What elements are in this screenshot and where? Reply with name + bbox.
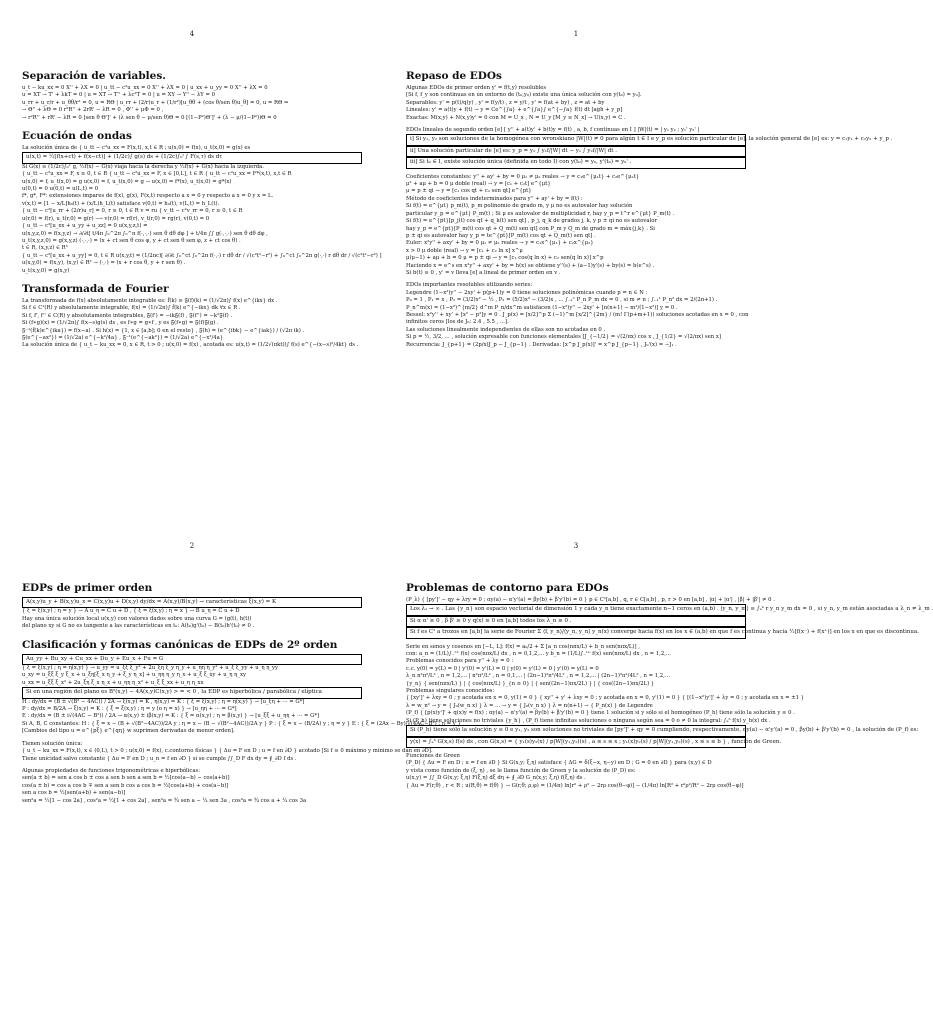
- formula-line: u_xx = u_ξξ ξ_x² + 2u_ξη ξ_x η_x + u_ηη η_x² + u_ξ ξ_xx + u_η η_xx: [22, 679, 204, 686]
- formula-line: Si f, f', f'' ∈ C(R) y absolutamente integrables, 𝔉(f') = −ik𝔉(f) , 𝔉(f'') = −k²𝔉(f) .: [22, 312, 233, 319]
- section-title: EDPs de primer orden: [22, 582, 153, 594]
- formula-line: Separables: y' = p(t)/q(y) , y' = f(y/t) , z = y/t , y' = f(at + by) , z = at + by: [406, 99, 605, 106]
- formula-line: cos(a ± b) = cos a cos b ∓ sen a sen b cos a cos b = ½[cos(a+b) + cos(a−b)]: [22, 782, 229, 789]
- formula-line: [Si f, f_y son continuas en un entorno de (t₀,y₀) existe una única solución con y(t₀) = y₀].: [406, 92, 642, 99]
- formula-line: Si A, B, C constantes: H : { ξ = x − (B + √(B²−4AC))/2A y ; η = x − (B − √(B²−4AC))/2A y } P : { ξ = x − (B/2A) y ; η = y } E : { ξ = (2Ax − By)/√(4AC−B²) ; η = y }: [22, 720, 461, 727]
- formula-line: Haciendo x = e^s en x²y'' + axy' + by = h(x) se obtiene y''(s) + (a−1)y'(s) + by(s) = h(e^s) .: [406, 262, 655, 269]
- formula-line: particular y_p = e^{μt} P_m(t) ; Si μ es autovalor de multiplicidad r, hay y_p = t^r e^{μt} P_m(t) .: [406, 210, 675, 217]
- formula-line: La transformada de f(x) absolutamente integrable es: f̂(k) ≡ 𝔉(f)(k) = (1/√2π)∫ f(x) e^{ikx} dx .: [22, 297, 278, 304]
- boxed-formula: Au_yy + Bu_xy + Cu_xx + Du_y + Eu_x + Fu = G: [22, 654, 362, 665]
- formula-line: x > 0 μ doble (real) → y = [c₁ + c₂ ln x] x^μ: [406, 247, 523, 254]
- formula-line: u_t(x,y,0) = g(x,y): [22, 267, 70, 274]
- formula-line: 𝔉⁻¹(f̂(k)e^{ika}) = f(x−a) . Si h(x) = {1, x ∈ [a,b]; 0 en el resto} , 𝔉(h) = (e^{ibk} − e^{iak}) / (√2π ik) .: [22, 327, 305, 334]
- formula-line: Lineales: y' = a(t)y + f(t) → y = Ce^{∫a} + e^{∫a}∫ e^{−∫a} f(t) dt [agh + y_p]: [406, 107, 623, 114]
- formula-line: u_t(x,y,z,0) = g(x,y,z) (·,·,·) = (x + ct sen θ cos φ, y + ct sen θ sen φ, z + ct cos θ) .: [22, 237, 241, 244]
- formula-line: del plano xy si G no es tangente a las características en t₀: A(t₀)g'(t₀) − B(t₀)h'(t₀) ≠ 0 .: [22, 623, 255, 630]
- formula-line: { ξ = ξ(x,y) ; η = η(x,y) } → u_yy = u_ξξ ξ_y² + 2u_ξη ξ_y η_y + u_ηη η_y² + u_ξ ξ_yy + u_η η_yy: [22, 665, 279, 672]
- formula-line: La solución única de { u_tt − c²u_xx = F(x,t), x,t ∈ R ; u(x,0) = f(x), u_t(x,0) = g(x) es: [22, 145, 251, 152]
- formula-line: → r²R'' + rR' − λR = 0 [sen θ Θ']' + (λ sen θ − μ/sen θ)Θ = 0 [(1−P²)Θ']' + (λ − μ/(1−P²))Θ = 0: [22, 114, 277, 121]
- formula-line: La solución única de { u_t − ku_xx = 0, x ∈ R, t > 0 ; u(x,0) = f(x) , acotada es: u(x,t) = (1/2√(πkt))∫ f(s) e^{−(x−s)²/4kt} ds .: [22, 342, 359, 349]
- formula-line: { u_t − ku_xx = F(x,t), x ∈ (0,L), t > 0 ; u(x,0) = f(x), c.contorno físicas } { Δu = F en D ; u = f en ∂D } acotado [Si f ≡ 0 máximo y mínimo se dan en ∂D].: [22, 748, 433, 755]
- formula-line: { u_tt − c²u_xx = F, x ≥ 0, t ∈ R { u_tt − c²u_xx = F, x ∈ [0,L], t ∈ R { u_tt − c²u_xx = F*(x,t), x,t ∈ R: [22, 171, 292, 178]
- boxed-formula: A(x,y)u_y + B(x,y)u_x = C(x,y)u + D(x,y) dy/dx = A(x,y)/B(x,y) → características ξ(x,y) = K: [22, 597, 362, 608]
- formula-line: μ = p ± qi → y = [c₁ cos qt + c₂ sen qt] e^{pt}: [406, 188, 532, 195]
- formula-line: Recurrencia: J_{p+1} = (2p/x)J_p − J_{p−1} . Derivadas: [x^p J_p(x)]' = x^p J_{p−1} , J₀'(x) = −J₁ .: [406, 341, 677, 348]
- formula-line: P₀ = 1 , P₁ = x , P₂ = (3/2)x² − ½ , P₃ = (5/2)x³ − (3/2)x , ... ∫₋₁¹ P_n P_m dx = 0 , si m ≠ n ; ∫₋₁¹ P_n² dx = 2/(2n+1) .: [406, 297, 718, 304]
- formula-line: u(0,t) = 0 u(0,t) = u(L,t) = 0: [22, 186, 99, 193]
- formula-line: infinitos ceros [los de J₀: 2.4 , 5.5 , ...].: [406, 319, 509, 326]
- formula-line: Legendre (1−x²)y'' − 2xy' + p(p+1)y = 0 tiene soluciones polinómicas cuando p = n ∈ N :: [406, 289, 648, 296]
- formula-line: p ± qi es autovalor hay y_p = te^{pt}[P_m(t) cos qt + Q_m(t) sen qt] .: [406, 232, 596, 239]
- formula-line: u = XT → T' + λkT = 0 | u = XT → T'' + λc²T = 0 | u = XY → Y'' − λY = 0: [22, 92, 215, 99]
- formula-line: λ = w_n² → y = { J₀(w_n x) } λ = ... → y = { J₀(v_n x) } λ = n(n+1) → { P_n(x) } de Legendre: [406, 702, 653, 709]
- formula-line: P : dy/dx = B/2A → ξ(x,y) = K : { ξ = ξ(x,y) ; η = y (o η = x) } → [u_ηη + ··· = G*]: [22, 706, 237, 713]
- boxed-formula: Si α α' ≥ 0 , β β' ≥ 0 y q(x) ≥ 0 en [a,b] todos los λ_n ≥ 0 .: [406, 616, 746, 627]
- formula-line: Las soluciones linealmente independientes de ellas son no acotadas en 0 .: [406, 326, 606, 333]
- formula-line: (P_f) { [p(x)y']' + q(x)y = f(x) ; αy(a) − α'y'(a) = βy(b) + β'y'(b) = 0 } tiene 1 solución si y sólo si el homogéneo (P_h) tiene sólo la solución y ≡ 0 .: [406, 710, 795, 717]
- section-title: Transformada de Fourier: [22, 282, 169, 295]
- formula-line: Tienen solución única:: [22, 740, 83, 747]
- section-title: Problemas de contorno para EDOs: [406, 582, 609, 594]
- formula-line: Coeficientes constantes: y'' + ay' + by = 0 μ₁ ≠ μ₂ reales → y = c₁e^{μ₁t} + c₂e^{μ₂t}: [406, 173, 640, 180]
- formula-line: Método de coeficientes indeterminados para y'' + ay' + by = f(t) :: [406, 195, 583, 202]
- formula-line: con: a_n = (1/L)∫₋ᴸᴸ f(x) cos(nπx/L) dx , n = 0,1,2,... y b_n = (1/L)∫₋ᴸᴸ f(x) sen(nπx/L) dx , n = 1,2,...: [406, 651, 671, 658]
- formula-line: { [xy']' + λxy = 0 ; y acotada en x = 0, y(1) = 0 } { xy'' + y' + λxy = 0 ; y acotada en x = 0, y'(1) = 0 } { [(1−x²)y']' + λy = 0 ; y acotada en x = ±1 }: [406, 695, 805, 702]
- formula-line: Hay una única solución local u(x,y) con valores dados sobre una curva G = (g(t), h(t)): [22, 615, 252, 622]
- section-title: Ecuación de ondas: [22, 130, 132, 143]
- formula-line: { ξ = ξ(x,y) ; η = y } → A u_η = C u + D , { ξ = ξ(x,y) ; η = x } → B u_η = C u + D: [22, 608, 240, 615]
- formula-line: u(x,y) = ∫∫_D G(x,y; ξ,η) F(ξ,η) dξ dη + ∮_∂D G_n(x,y; ξ,η) f(ξ,η) ds .: [406, 775, 586, 782]
- page-1: [384, 0, 893, 512]
- section-title: Separación de variables.: [22, 70, 166, 82]
- formula-line: P_n^m(x) = (1−x²)^{m/2} d^m P_n/dx^m satisfacen (1−x²)y'' − 2xy' + [n(n+1) − m²/(1−x²)] y = 0 .: [406, 304, 678, 311]
- formula-line: Serie en senos y cosenos en [−L, L]: f(x) = a₀/2 + Σ [a_n cos(nπx/L) + b_n sen(nπx/L)] ,: [406, 643, 640, 650]
- formula-line: EDOs lineales de segundo orden [e] [ y'' + a(t)y' + b(t)y = f(t) , a, b, f continuas en I ] |W|(t) = | y₁ y₂ ; y₁' y₂' |: [406, 127, 700, 134]
- boxed-formula: Si f es C¹ a trozos en [a,b] la serie de Fourier Σ ⟨f, y_n⟩/⟨y_n, y_n⟩ y_n(x) converge hacia f(x) en los x ∈ (a,b) en que f es continua y hacia ½[f(x⁻) + f(x⁺)] en los x en que es discontinua.: [406, 627, 746, 638]
- formula-line: sen a cos b = ½[sen(a+b) + sen(a−b)]: [22, 790, 126, 797]
- boxed-formula: ii] Una solución particular de [e] es: y_p = y₂ ∫ y₁f/|W| dt − y₁ ∫ y₂f/|W| dt .: [406, 146, 746, 157]
- page-3: [384, 512, 933, 1024]
- formula-line: Si (P_h) tiene soluciones no triviales {y_h} , (P_f) tiene infinitas soluciones o ninguna según sea = 0 o ≠ 0 la integral: ∫ₐᵇ f(x) y_h(x) dx .: [406, 717, 771, 724]
- formula-line: 𝔉(e^{−ax²}) = (1/√2a) e^{−k²/4a} , 𝔉⁻¹(e^{−ak²}) = (1/√2a) e^{−x²/4a}: [22, 334, 224, 341]
- page-number: 4: [189, 30, 195, 38]
- formula-line: Algunas EDOs de primer orden y' = f(t,y) resolubles: [406, 85, 547, 91]
- boxed-formula: i] Si y₁, y₂ son soluciones de la homogénea con wronskiano |W|(t) ≠ 0 para algún t ∈ I e y_p es solución particular de [e], la solución general de [e] es: y = c₁y₁ + c₂y₂ + y_p .: [406, 134, 746, 145]
- boxed-formula: y(x) = ∫ₐᵇ G(x,s) f(s) ds , con G(x,s) = { y₁(s)y₂(x) / p|W|(y₁,y₂)(s) , a ≤ s ≤ x ; y₁(x)y₂(s) / p|W|(y₁,y₂)(s) , x ≤ s ≤ b } , función de Green.: [406, 737, 746, 748]
- formula-line: Si p = ½, 3/2, ... , solución expresable con funciones elementales [J_{−1/2} = √(2/πx) cos x , J_{1/2} = √(2/πx) sen x]: [406, 334, 721, 341]
- page-content: [22, 62, 382, 350]
- formula-line: u_xy = u_ξξ ξ_y ξ_x + u_ξη[ξ_x η_y + ξ_y η_x] + u_ηη η_y η_x + u_ξ ξ_xy + u_η η_xy: [22, 672, 246, 679]
- formula-line: Tiene unicidad salvo constante { Δu = F en D ; u_n = f en ∂D } si se cumple ∫∫_D F dx dy = ∮_∂D f ds .: [22, 755, 297, 762]
- formula-line: { u_tt − c²[u_xx + u_yy + u_zz] = 0 u(x,y,z,t) =: [22, 223, 148, 230]
- page-content: [406, 62, 893, 349]
- formula-line: EDOs importantes resolubles utilizando series:: [406, 282, 533, 289]
- formula-line: E : dy/dx = (B ± i√(4AC − B²)) / 2A → α(x,y) ± iβ(x,y) = K : { ξ = α(x,y) ; η = β(x,y) } → [u_ξξ + u_ηη + ··· = G*]: [22, 713, 320, 720]
- formula-line: u(x,0) = f, u_t(x,0) = g u(x,0) = f, u_t(x,0) = g → u(x,0) = f*(x), u_t(x,0) = g*(x): [22, 178, 232, 185]
- formula-line: Problemas conocidos para y'' + λy = 0 :: [406, 658, 514, 665]
- formula-line: u(x,y,0) = f(x,y), (x,y) ∈ R² → (·,·) = (x + r cos θ, y + r sen θ) .: [22, 260, 186, 267]
- formula-line: c.c. y(0) = y(L) = 0 | y'(0) = y'(L) = 0 | y(0) = y'(L) = 0 | y'(0) = y(L) = 0: [406, 665, 599, 672]
- boxed-formula: Los λ₁ → ∞ . Las {y_n} son espacio vectorial de dimensión 1 y cada y_n tiene exactamente n−1 ceros en (a,b) . ⟨y_n, y_m⟩ ≡ ∫ₐᵇ r y_n y_m dx = 0 , si y_n, y_m están asociadas a λ_n ≠ λ_m .: [406, 604, 746, 615]
- formula-line: sen²a = ½[1 − cos 2a] , cos²a = ½[1 + cos 2a] , sen³a = ¾ sen a − ¼ sen 3a , cos³a = ¾ cos a + ¼ cos 3a: [22, 797, 307, 804]
- formula-line: {y_n} { sen(nπx/L) } | { cos(nπx/L) }_{n ≥ 0} | { sen((2n−1)πx/2L) } | { cos((2n−1)πx/2L) }: [406, 680, 655, 687]
- formula-line: Si f(t) = e^{pt}[p_j(t) cos qt + q_k(t) sen qt] , p_j, q_k de grados j, k, y p ± qi no es autovalor: [406, 218, 657, 225]
- formula-line: μ(μ−1) + aμ + b = 0 μ = p ± qi → y = [c₁ cos(q ln x) + c₂ sen(q ln x)] x^p: [406, 255, 604, 262]
- formula-line: [Cambios del tipo u = e^{pξ} e^{qη} w suprimen derivadas de menor orden].: [22, 728, 235, 735]
- formula-line: (P_λ) { [py']' − qy + λry = 0 ; αy(a) − α'y'(a) = βy(b) + β'y'(b) = 0 } p ∈ C¹[a,b] , q, r ∈ C[a,b] , p, r > 0 en [a,b] , |α| + |α'| , |β| + |β'| ≠ 0 .: [406, 597, 775, 603]
- formula-line: f*, g*, F*: extensiones impares de f(x), g(x), F(x,t) respecto a x = 0 y respecto a x = 0 y x = L.: [22, 193, 274, 200]
- formula-line: u(x,y,z,0) = f(x,y,z) → ∂/∂t[ t/4π ∫₀^2π ∫₀^π f(·,·,·) sen θ dθ dφ ] + t/4π ∫∫ g(·,·,·) sen θ dθ dφ ,: [22, 230, 268, 237]
- formula-line: Bessel: x²y'' + xy' + [x² − p²]y = 0 . J_p(x) = [x/2]^p Σ (−1)^m [x/2]^{2m} / (m! Γ(p+m+1)) soluciones acotadas en x = 0 , con: [406, 311, 749, 318]
- formula-line: Si f ∈ C¹(R) y absolutamente integrable, f(x) = (1/√2π)∫ f̂(k) e^{−ikx} dk ∀x ∈ R .: [22, 305, 241, 312]
- page-4: [0, 0, 384, 512]
- formula-line: Euler: x²y'' + axy' + by = 0 μ₁ ≠ μ₂ reales → y = c₁x^{μ₁} + c₂x^{μ₂}: [406, 240, 594, 247]
- page-number: 1: [573, 30, 579, 38]
- boxed-formula: iii] Si t₀ ∈ I, existe solución única (definida en todo I) con y(t₀) = y₀, y'(t₀) = y₀' .: [406, 157, 746, 168]
- formula-line: y vista como función de (ξ, η) , se le llama función de Green y la solución de (P_D) es:: [406, 767, 636, 774]
- formula-line: Funciones de Green: [406, 752, 460, 759]
- formula-line: { Δu = F(r,θ) , r < R ; u(R,θ) = f(θ) } → G(r,θ; ρ,φ) = (1/4π) ln[r² + ρ² − 2rρ cos(θ−φ)] − (1/4π) ln[R² + r²ρ²/R² − 2rρ cos(θ−φ)]: [406, 782, 744, 789]
- formula-line: μ² + aμ + b = 0 μ doble (real) → y = [c₁ + c₂t] e^{μt}: [406, 181, 551, 188]
- formula-line: Si G(x) ≡ (1/2c)∫₀ˣ g, ½f(x) − G(x) viaja hacia la derecha y ½f(x) + G(x) hacia la izquierda.: [22, 163, 264, 170]
- formula-line: H : dy/dx = (B ± √(B² − 4AC)) / 2A → ξ(x,y) = K , η(x,y) = K : { ξ = ξ(x,y) ; η = η(x,y) } → [u_ξη + ··· = G*]: [22, 698, 305, 705]
- formula-line: hay y_p = e^{pt}[P_m(t) cos qt + Q_m(t) sen qt] con P_m y Q_m de grado m = máx{j,k} . Si: [406, 225, 655, 232]
- formula-line: Si (f∗g)(x) = (1/√2π)∫ f(x−s)g(s) ds , es f∗g = g∗f , y es 𝔉(f∗g) = 𝔉(f)𝔉(g) .: [22, 320, 219, 327]
- section-title: Repaso de EDOs: [406, 70, 502, 82]
- formula-line: { u_tt − c²[u_rr + (2/r)u_r] = 0, r ≥ 0, t ∈ R v = ru { v_tt − c²v_rr = 0, r ≥ 0, t ∈ R: [22, 208, 243, 215]
- formula-line: { u_tt − c²[u_xx + u_yy] = 0, t ∈ R u(x,y,t) = (1/2πc)[ ∂/∂t ∫₀^ct ∫₀^2π f(·,·) r dθ dr / √(c²t²−r²) + ∫₀^ct ∫₀^2π g(·,·) r dθ dr / √(c²t²−r²) ]: [22, 252, 382, 259]
- formula-line: v(x,t) = [1 − x/L]h₀(t) + (x/L)h_L(t) satisface v(0,t) = h₀(t), v(L,t) = h_L(t).: [22, 200, 220, 207]
- page-number: 2: [189, 542, 195, 550]
- formula-line: sen(a ± b) = sen a cos b ± cos a sen b sen a sen b = ½[cos(a−b) − cos(a+b)]: [22, 775, 230, 782]
- formula-line: Algunas propiedades de funciones trigonométricas e hiperbólicas:: [22, 767, 201, 774]
- formula-line: u(r,0) = f(r), u_t(r,0) = g(r) ⟶ v(r,0) = rf(r), v_t(r,0) = rg(r), v(0,t) = 0: [22, 215, 210, 222]
- boxed-formula: Si en una región del plano es B²(x,y) − 4A(x,y)C(x,y) > = < 0 , la EDP es hiperbólica / parabólica / elíptica: [22, 687, 362, 698]
- formula-line: Si b(t) ≡ 0 , y' = v lleva [e] a lineal de primer orden en v .: [406, 269, 561, 276]
- section-title: Clasificación y formas canónicas de EDPs de 2º orden: [22, 638, 338, 651]
- formula-line: Si f(t) = e^{μt} p_m(t), p_m polinomio de grado m, y μ no es autovalor hay solución: [406, 203, 633, 210]
- formula-line: (P_D) { Δu = F en D ; u = f en ∂D } Si G(x,y; ξ,η) satisface { ΔG = δ(ξ−x, η−y) en D ; G = 0 en ∂D } para (x,y) ∈ D: [406, 760, 712, 767]
- formula-line: u_t − ku_xx = 0 X'' + λX = 0 | u_tt − c²u_xx = 0 X'' + λX = 0 | u_xx + u_yy = 0 X'' + λX = 0: [22, 85, 268, 91]
- formula-line: u_rr + u_r/r + u_θθ/r² = 0, u = RΘ | u_rr + (2/r)u_r + (1/r²)[u_θθ + (cos θ/sen θ)u_θ] = 0, u = RΘ ⇒: [22, 99, 289, 106]
- formula-line: λ_n n²π²/L² , n = 1,2,... | n²π²/L² , n = 0,1,... | (2n−1)²π²/4L² , n = 1,2,... | (2n−1)²π²/4L² , n = 1,2,...: [406, 673, 670, 680]
- boxed-formula: u(x,t) = ½[f(x+ct) + f(x−ct)] + (1/2c)∫ g(s) ds + (1/2c)∫₀ᵗ ∫ F(s,τ) ds dτ: [22, 152, 362, 163]
- formula-line: Problemas singulares conocidos:: [406, 688, 495, 695]
- page-number: 3: [573, 542, 579, 550]
- formula-line: → Θ'' + λΘ = 0 r²R'' + 2rR' − λR = 0 , Φ'' + μΦ = 0 ,: [22, 107, 164, 114]
- formula-line: Exactas: M(x,y) + N(x,y)y' = 0 con M = U_x , N = U_y [M_y ≡ N_x] → U(x,y) = C .: [406, 114, 626, 121]
- page-content: [406, 574, 933, 790]
- formula-line: t ∈ R, (x,y,z) ∈ R³: [22, 245, 68, 252]
- boxed-formula: Si (P_h) tiene sólo la solución y ≡ 0 e y₁, y₂ son soluciones no triviales de [py']' + qy = 0 cumpliendo, respectivamente, αy(a) − α'y'(a) = 0 , βy(b) + β'y'(b) = 0 , la solución de (P_f) es:: [406, 725, 746, 736]
